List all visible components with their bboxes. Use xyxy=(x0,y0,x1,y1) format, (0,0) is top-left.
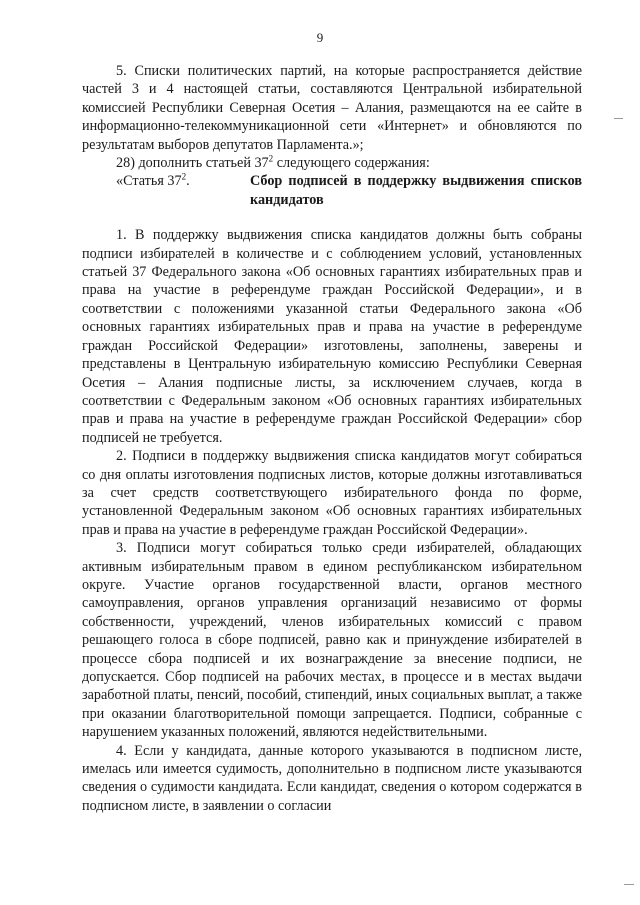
margin-mark-bottom xyxy=(624,884,634,885)
amendment-28-text: 28) дополнить статьей 37 xyxy=(116,155,269,172)
paragraph-5: 5. Списки политических партий, на которые распространяется действие частей 3 и 4 настоящей статьи, составляются Центральной избирательной комиссией Республики Северная Осетия – Алания, размещаются на ее сайте в информационно-телекоммуникационной сети «Интернет» и обновляются по результатам выборов депутатов Парламента.»; xyxy=(82,63,582,153)
article-title: Сбор подписей в поддержку выдвижения списков кандидатов xyxy=(250,173,582,208)
article-section-1: 1. В поддержку выдвижения списка кандидатов должны быть собраны подписи избирателей в количестве и с соблюдением условий, установленных статьей 37 Федерального закона «Об основных гарантиях избирательных прав и права на участие в референдуме граждан Российской Федерации», и в соответствии с положениями указанной статьи Федерального закона «Об основных гарантиях избирательных прав и права на участие в референдуме граждан Российской Федерации» изготовлены, заполнены, заверены и представлены в Центральную избирательную комиссию Республики Северная Осетия – Алания подписные листы, за исключением случаев, когда в соответствии с Федеральным законом «Об основных гарантиях избирательных прав и права на участие в референдуме граждан Российской Федерации» сбор подписей не требуется. xyxy=(82,227,582,446)
spacer xyxy=(82,209,582,226)
article-label-text: «Статья 37 xyxy=(116,173,182,190)
article-label xyxy=(116,172,250,209)
amendment-28 xyxy=(82,154,582,172)
article-section-3: 3. Подписи могут собираться только среди избирателей, обладающих активным избирательным правом в едином республиканском избирательном округе. Участие органов государственной власти, органов местного самоуправления, органов управления организаций независимо от формы собственности, учреждений, членов избирательных комиссий с правом решающего голоса в сборе подписей, равно как и принуждение избирателей в процессе сбора подписей и их вознаграждение за внесение подписи, не допускается. Сбор подписей на рабочих местах, в процессе и в местах выдачи заработной платы, пенсий, пособий, стипендий, иных социальных выплат, а также при оказании благотворительной помощи запрещается. Подписи, собранные с нарушением указанных положений, являются недействительными. xyxy=(82,540,582,741)
article-label-dot: . xyxy=(186,173,190,190)
amendment-28-tail: следующего содержания: xyxy=(273,155,430,172)
article-section-2: 2. Подписи в поддержку выдвижения списка кандидатов могут собираться со дня оплаты изготовления подписных листов, которые должны изготавливаться за счет средств соответствующего избирательного фонда по форме, установленной Федеральным законом «Об основных гарантиях избирательных прав и права на участие в референдуме граждан Российской Федерации». xyxy=(82,448,582,538)
article-heading xyxy=(116,172,582,209)
amendment-28-sup: 2 xyxy=(268,153,274,164)
document-body xyxy=(82,62,582,815)
margin-mark-top xyxy=(614,118,623,119)
article-section-4: 4. Если у кандидата, данные которого указываются в подписном листе, имелась или имеется судимость, дополнительно в подписном листе указываются сведения о судимости кандидата. Если кандидат, сведения о котором содержатся в подписном листе, в заявлении о согласии xyxy=(82,742,582,814)
article-label-sup: 2 xyxy=(181,171,187,182)
page-number: 9 xyxy=(316,30,324,45)
